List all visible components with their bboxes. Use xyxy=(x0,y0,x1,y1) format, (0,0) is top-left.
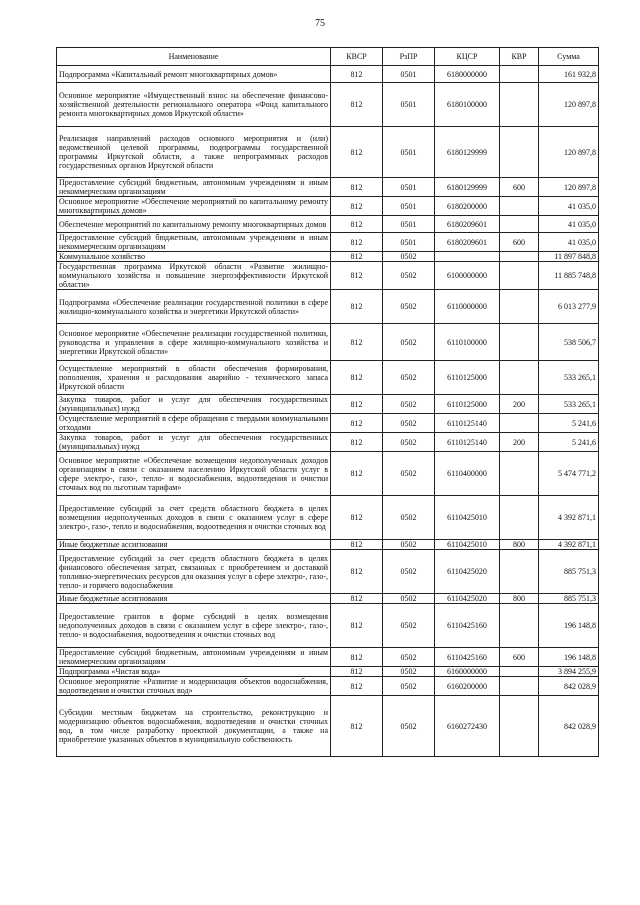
cell-kvr xyxy=(500,667,539,677)
table-row xyxy=(57,395,599,414)
table-row xyxy=(57,496,599,540)
cell-rzpr: 0501 xyxy=(383,233,435,252)
cell-rzpr: 0502 xyxy=(383,550,435,594)
cell-kvr xyxy=(500,604,539,648)
table-row xyxy=(57,262,599,290)
cell-kvsr: 812 xyxy=(331,648,383,667)
cell-sum: 6 013 277,9 xyxy=(539,290,599,324)
cell-name: Предоставление субсидий бюджетным, автономным учреждениям и иным некоммерческим организациям xyxy=(57,178,331,197)
cell-kvr xyxy=(500,550,539,594)
cell-rzpr: 0502 xyxy=(383,677,435,696)
cell-sum: 885 751,3 xyxy=(539,550,599,594)
table-row xyxy=(57,127,599,178)
cell-name: Предоставление субсидий за счет средств областного бюджета в целях возмещения недополученных доходов в связи с оказанием услуг в сфере электро-, газо-, тепло и водоснабжения, водоотведения и очистки сточных вод xyxy=(57,496,331,540)
cell-kvsr: 812 xyxy=(331,324,383,361)
cell-rzpr: 0502 xyxy=(383,262,435,290)
cell-kvr xyxy=(500,361,539,395)
cell-sum: 120 897,8 xyxy=(539,178,599,197)
cell-sum: 533 265,1 xyxy=(539,395,599,414)
cell-rzpr: 0502 xyxy=(383,496,435,540)
cell-kcsr: 6100000000 xyxy=(435,262,500,290)
cell-kvr xyxy=(500,496,539,540)
cell-kvr xyxy=(500,452,539,496)
cell-kcsr: 6160000000 xyxy=(435,667,500,677)
cell-rzpr: 0501 xyxy=(383,83,435,127)
cell-kvsr: 812 xyxy=(331,197,383,216)
table-row xyxy=(57,83,599,127)
table-row xyxy=(57,433,599,452)
cell-rzpr: 0502 xyxy=(383,290,435,324)
cell-sum: 4 392 871,1 xyxy=(539,540,599,550)
cell-rzpr: 0502 xyxy=(383,452,435,496)
cell-rzpr: 0502 xyxy=(383,433,435,452)
cell-kvsr: 812 xyxy=(331,216,383,233)
table-header xyxy=(57,48,599,66)
header-sum: Сумма xyxy=(539,48,599,66)
table-row xyxy=(57,178,599,197)
cell-kvr: 200 xyxy=(500,395,539,414)
cell-kcsr: 6160272430 xyxy=(435,696,500,757)
cell-kcsr: 6110000000 xyxy=(435,290,500,324)
cell-kcsr: 6110400000 xyxy=(435,452,500,496)
cell-kvsr: 812 xyxy=(331,178,383,197)
table-row xyxy=(57,604,599,648)
cell-sum: 41 035,0 xyxy=(539,197,599,216)
cell-kcsr: 6110125140 xyxy=(435,433,500,452)
cell-name: Подпрограмма «Чистая вода» xyxy=(57,667,331,677)
cell-name: Подпрограмма «Капитальный ремонт многоквартирных домов» xyxy=(57,66,331,83)
cell-kcsr: 6110425160 xyxy=(435,648,500,667)
cell-rzpr: 0502 xyxy=(383,540,435,550)
cell-name: Предоставление субсидий бюджетным, автономным учреждениям и иным некоммерческим организациям xyxy=(57,233,331,252)
header-rzpr: РзПР xyxy=(383,48,435,66)
cell-sum: 196 148,8 xyxy=(539,604,599,648)
cell-name: Предоставление субсидий за счет средств областного бюджета в целях финансового обеспечения затрат, связанных с приобретением и доставкой топливно-энергетических ресурсов для оказания услуг в сфере электро-, газо-, тепло- и горячего водоснабжения xyxy=(57,550,331,594)
cell-name: Субсидии местным бюджетам на строительство, реконструкцию и модернизацию объектов водоснабжения, водоотведения и очистки сточных вод, в том числе разработку проектной документации, а также на приобретение указанных объектов в муниципальную собственность xyxy=(57,696,331,757)
table-row xyxy=(57,361,599,395)
budget-table xyxy=(56,47,599,757)
cell-kcsr: 6110425160 xyxy=(435,604,500,648)
cell-sum: 120 897,8 xyxy=(539,83,599,127)
cell-kvr: 600 xyxy=(500,233,539,252)
cell-rzpr: 0502 xyxy=(383,414,435,433)
cell-rzpr: 0502 xyxy=(383,594,435,604)
cell-rzpr: 0501 xyxy=(383,197,435,216)
cell-name: Основное мероприятие «Обеспечение мероприятий по капитальному ремонту многоквартирных домов» xyxy=(57,197,331,216)
table-row xyxy=(57,677,599,696)
cell-rzpr: 0502 xyxy=(383,696,435,757)
cell-name: Основное мероприятие «Обеспечение реализации государственной политики, руководства и управления в сфере жилищно-коммунального хозяйства и энергетики Иркутской области» xyxy=(57,324,331,361)
cell-name: Иные бюджетные ассигнования xyxy=(57,540,331,550)
cell-rzpr: 0501 xyxy=(383,178,435,197)
cell-name: Закупка товаров, работ и услуг для обеспечения государственных (муниципальных) нужд xyxy=(57,395,331,414)
header-row xyxy=(57,48,599,66)
cell-sum: 41 035,0 xyxy=(539,216,599,233)
cell-kvsr: 812 xyxy=(331,433,383,452)
cell-kcsr: 6180129999 xyxy=(435,178,500,197)
table-row xyxy=(57,252,599,262)
cell-kvr xyxy=(500,290,539,324)
cell-kvsr: 812 xyxy=(331,233,383,252)
cell-kcsr: 6180000000 xyxy=(435,66,500,83)
cell-kvsr: 812 xyxy=(331,66,383,83)
cell-kvr: 600 xyxy=(500,648,539,667)
cell-sum: 5 241,6 xyxy=(539,433,599,452)
cell-sum: 196 148,8 xyxy=(539,648,599,667)
table-row xyxy=(57,648,599,667)
table-row xyxy=(57,197,599,216)
cell-name: Предоставление субсидий бюджетным, автономным учреждениям и иным некоммерческим организациям xyxy=(57,648,331,667)
cell-sum: 842 028,9 xyxy=(539,677,599,696)
cell-kvr xyxy=(500,696,539,757)
cell-kcsr: 6110100000 xyxy=(435,324,500,361)
cell-kcsr: 6180129999 xyxy=(435,127,500,178)
cell-kvr xyxy=(500,127,539,178)
cell-sum: 538 506,7 xyxy=(539,324,599,361)
header-kvr: КВР xyxy=(500,48,539,66)
cell-kvsr: 812 xyxy=(331,290,383,324)
cell-kvr xyxy=(500,66,539,83)
table-row xyxy=(57,696,599,757)
cell-rzpr: 0501 xyxy=(383,216,435,233)
cell-sum: 120 897,8 xyxy=(539,127,599,178)
cell-kvsr: 812 xyxy=(331,127,383,178)
header-name: Наименование xyxy=(57,48,331,66)
table-row xyxy=(57,66,599,83)
cell-sum: 11 897 848,8 xyxy=(539,252,599,262)
cell-kcsr: 6180200000 xyxy=(435,197,500,216)
cell-sum: 3 894 255,9 xyxy=(539,667,599,677)
cell-rzpr: 0502 xyxy=(383,324,435,361)
table-row xyxy=(57,324,599,361)
cell-rzpr: 0502 xyxy=(383,604,435,648)
cell-name: Подпрограмма «Обеспечение реализации государственной политики в сфере жилищно-коммунального хозяйства и энергетики Иркутской области» xyxy=(57,290,331,324)
cell-kcsr: 6110125000 xyxy=(435,361,500,395)
cell-kvsr: 812 xyxy=(331,395,383,414)
cell-kvr xyxy=(500,262,539,290)
table-row xyxy=(57,414,599,433)
cell-name: Закупка товаров, работ и услуг для обеспечения государственных (муниципальных) нужд xyxy=(57,433,331,452)
cell-rzpr: 0502 xyxy=(383,667,435,677)
cell-name: Основное мероприятие «Обеспечение возмещения недополученных доходов организациям в связи с оказанием населению Иркутской области услуг в сфере электро-, газо-, тепло- и водоснабжения, водоотведения и очистки сточных вод по льготным тарифам» xyxy=(57,452,331,496)
cell-kvr: 800 xyxy=(500,594,539,604)
cell-kcsr: 6110125000 xyxy=(435,395,500,414)
cell-kcsr: 6110425010 xyxy=(435,496,500,540)
table-row xyxy=(57,233,599,252)
cell-kvr xyxy=(500,677,539,696)
cell-kvr xyxy=(500,324,539,361)
cell-kvsr: 812 xyxy=(331,361,383,395)
cell-name: Иные бюджетные ассигнования xyxy=(57,594,331,604)
cell-name: Предоставление грантов в форме субсидий в целях возмещения недополученных доходов в связи с оказанием услуг в сфере электро-, газо-, тепло- и водоснабжения, водоотведения и очистки сточных вод xyxy=(57,604,331,648)
table-row xyxy=(57,667,599,677)
cell-sum: 533 265,1 xyxy=(539,361,599,395)
cell-name: Основное мероприятие «Развитие и модернизация объектов водоснабжения, водоотведения и очистки сточных вод» xyxy=(57,677,331,696)
cell-sum: 842 028,9 xyxy=(539,696,599,757)
cell-kcsr: 6180209601 xyxy=(435,233,500,252)
cell-kvsr: 812 xyxy=(331,452,383,496)
cell-kvr xyxy=(500,197,539,216)
cell-sum: 5 474 771,2 xyxy=(539,452,599,496)
table-row xyxy=(57,594,599,604)
cell-rzpr: 0501 xyxy=(383,127,435,178)
cell-kvsr: 812 xyxy=(331,540,383,550)
cell-name: Осуществление мероприятий в сфере обращения с твердыми коммунальными отходами xyxy=(57,414,331,433)
cell-sum: 161 932,8 xyxy=(539,66,599,83)
table-row xyxy=(57,216,599,233)
cell-kcsr: 6110425020 xyxy=(435,594,500,604)
cell-name: Государственная программа Иркутской области «Развитие жилищно-коммунального хозяйства и повышение энергоэффективности Иркутской области» xyxy=(57,262,331,290)
cell-kvsr: 812 xyxy=(331,550,383,594)
cell-kvsr: 812 xyxy=(331,262,383,290)
cell-sum: 41 035,0 xyxy=(539,233,599,252)
cell-kvr xyxy=(500,414,539,433)
cell-sum: 885 751,3 xyxy=(539,594,599,604)
cell-kvsr: 812 xyxy=(331,604,383,648)
cell-name: Коммунальное хозяйство xyxy=(57,252,331,262)
cell-rzpr: 0502 xyxy=(383,395,435,414)
cell-rzpr: 0502 xyxy=(383,648,435,667)
cell-kvsr: 812 xyxy=(331,667,383,677)
cell-kvsr: 812 xyxy=(331,252,383,262)
cell-name: Реализация направлений расходов основного мероприятия и (или) ведомственной целевой программы, подпрограммы государственной программы Иркутской области, а также непрограммных расходов государственных органов Иркутской области xyxy=(57,127,331,178)
cell-name: Осуществление мероприятий в области обеспечения формирования, пополнения, хранения и расходования аварийно - технического запаса Иркутской области xyxy=(57,361,331,395)
cell-rzpr: 0502 xyxy=(383,252,435,262)
cell-kvsr: 812 xyxy=(331,83,383,127)
cell-kvsr: 812 xyxy=(331,696,383,757)
table-row xyxy=(57,290,599,324)
cell-kvsr: 812 xyxy=(331,677,383,696)
cell-name: Обеспечение мероприятий по капитальному ремонту многоквартирных домов xyxy=(57,216,331,233)
cell-kvr xyxy=(500,216,539,233)
cell-sum: 11 885 748,8 xyxy=(539,262,599,290)
cell-name: Основное мероприятие «Имущественный взнос на обеспечение финансово-хозяйственной деятельности регионального оператора «Фонд капитального ремонта многоквартирных домов Иркутской области» xyxy=(57,83,331,127)
cell-kvsr: 812 xyxy=(331,594,383,604)
cell-kvsr: 812 xyxy=(331,414,383,433)
cell-kvr: 800 xyxy=(500,540,539,550)
header-kcsr: КЦСР xyxy=(435,48,500,66)
cell-kvr: 200 xyxy=(500,433,539,452)
cell-kcsr: 6180100000 xyxy=(435,83,500,127)
cell-kvr xyxy=(500,83,539,127)
cell-kvr: 600 xyxy=(500,178,539,197)
cell-rzpr: 0502 xyxy=(383,361,435,395)
cell-kvsr: 812 xyxy=(331,496,383,540)
cell-kvr xyxy=(500,252,539,262)
cell-kcsr: 6110125140 xyxy=(435,414,500,433)
table-row xyxy=(57,540,599,550)
cell-kcsr xyxy=(435,252,500,262)
page-number: 75 xyxy=(315,18,325,29)
table-row xyxy=(57,452,599,496)
header-kvsr: КВСР xyxy=(331,48,383,66)
cell-sum: 5 241,6 xyxy=(539,414,599,433)
table-body xyxy=(57,66,599,757)
cell-kcsr: 6160200000 xyxy=(435,677,500,696)
table-row xyxy=(57,550,599,594)
cell-kcsr: 6180209601 xyxy=(435,216,500,233)
cell-rzpr: 0501 xyxy=(383,66,435,83)
cell-sum: 4 392 871,1 xyxy=(539,496,599,540)
cell-kcsr: 6110425010 xyxy=(435,540,500,550)
cell-kcsr: 6110425020 xyxy=(435,550,500,594)
